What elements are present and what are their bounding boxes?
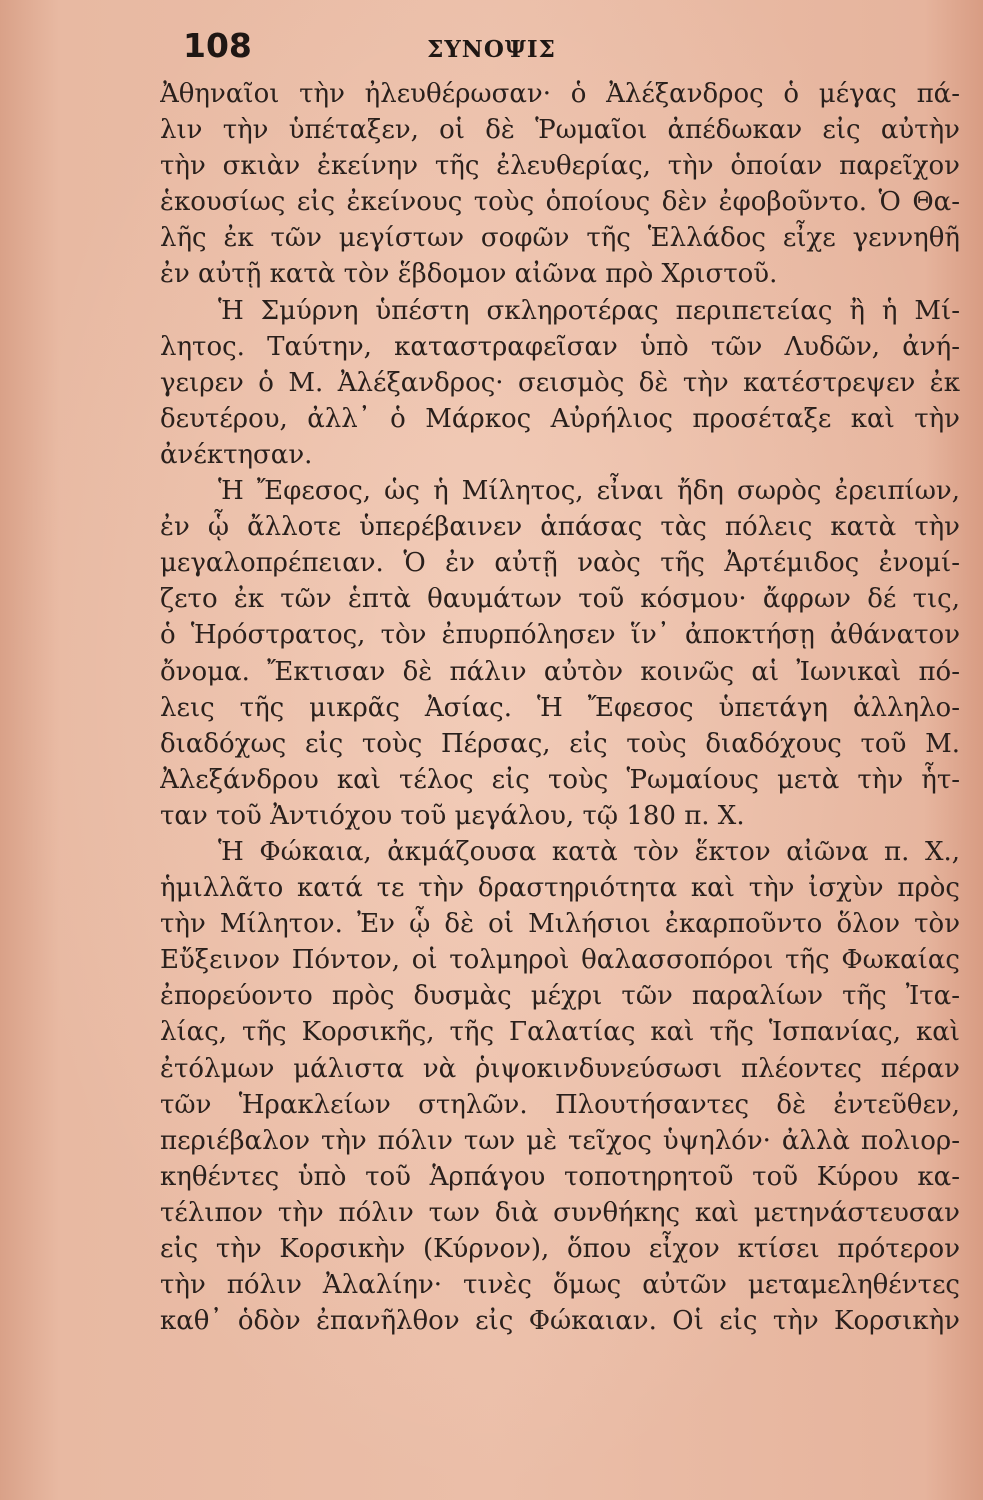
text-line: λιν τὴν ὑπέταξεν, οἱ δὲ Ῥωμαῖοι ἀπέδωκαν εἰς αὐτὴν [160,115,960,146]
text-line: Εὔξεινον Πόντον, οἱ τολμηροὶ θαλασσοπόροι τῆς Φωκαίας [160,945,960,976]
text-line: εἰς τὴν Κορσικὴν (Κύρνον), ὅπου εἶχον κτίσει πρότερον [160,1234,960,1264]
text-line: διαδόχως εἰς τοὺς Πέρσας, εἰς τοὺς διαδόχους τοῦ Μ. [160,728,960,759]
text-line: μεγαλοπρέπειαν. Ὁ ἐν αὐτῇ ναὸς τῆς Ἀρτέμιδος ἐνομί- [160,548,960,579]
text-line: ζετο ἐκ τῶν ἑπτὰ θαυμάτων τοῦ κόσμου· ἄφρων δέ τις, [160,584,960,615]
text-line: τέλιπον τὴν πόλιν των διὰ συνθήκης καὶ μετηνάστευσαν [160,1197,960,1228]
text-line: ἡμιλλᾶτο κατά τε τὴν δραστηριότητα καὶ τὴν ἰσχὺν πρὸς [160,873,960,904]
text-line: καθ᾽ ὁδὸν ἐπανῆλθον εἰς Φώκαιαν. Οἱ εἰς τὴν Κορσικὴν [160,1306,960,1337]
running-title: ΣΥΝΟΨΙΣ [427,36,556,63]
text-line: ταν τοῦ Ἀντιόχου τοῦ μεγάλου, τῷ 180 π. Χ. [160,800,745,831]
text-line: ἑκουσίως εἰς ἐκείνους τοὺς ὁποίους δὲν ἐφοβοῦντο. Ὁ Θα- [160,187,960,218]
text-line: ἐπορεύοντο πρὸς δυσμὰς μέχρι τῶν παραλίων τῆς Ἰτα- [160,981,960,1012]
text-line: τὴν σκιὰν ἐκείνην τῆς ἐλευθερίας, τὴν ὁποίαν παρεῖχον [160,151,960,182]
text-line: τὴν Μίλητον. Ἐν ᾧ δὲ οἱ Μιλήσιοι ἐκαρποῦντο ὅλον τὸν [160,909,960,940]
text-line: τὴν πόλιν Ἀλαλίην· τινὲς ὅμως αὐτῶν μεταμεληθέντες [160,1270,960,1301]
text-line: λίας, τῆς Κορσικῆς, τῆς Γαλατίας καὶ τῆς Ἱσπανίας, καὶ [160,1017,960,1048]
text-line: ἀνέκτησαν. [160,439,313,470]
page-number: 108 [183,26,252,65]
text-line: ἐτόλμων μάλιστα νὰ ῥιψοκινδυνεύσωσι πλέοντες πέραν [160,1053,960,1084]
text-line: ἐν αὐτῇ κατὰ τὸν ἕβδομον αἰῶνα πρὸ Χριστοῦ. [160,259,778,290]
text-line: τῶν Ἡρακλείων στηλῶν. Πλουτήσαντες δὲ ἐντεῦθεν, [160,1089,960,1120]
text-line: λητος. Ταύτην, καταστραφεῖσαν ὑπὸ τῶν Λυδῶν, ἀνή- [160,331,960,362]
text-line: κηθέντες ὑπὸ τοῦ Ἁρπάγου τοποτηρητοῦ τοῦ Κύρου κα- [160,1161,960,1192]
text-line: Ἡ Φώκαια, ἀκμάζουσα κατὰ τὸν ἕκτον αἰῶνα π. Χ., [218,836,960,867]
text-line: Ἡ Σμύρνη ὑπέστη σκληροτέρας περιπετείας ἢ ἡ Μί- [218,295,960,326]
text-line: ὁ Ἡρόστρατος, τὸν ἐπυρπόλησεν ἵν᾽ ἀποκτήσῃ ἀθάνατον [160,620,960,651]
text-line: λῆς ἐκ τῶν μεγίστων σοφῶν τῆς Ἑλλάδος εἶχε γεννηθῆ [160,223,960,254]
text-line: λεις τῆς μικρᾶς Ἀσίας. Ἡ Ἔφεσος ὑπετάγη ἀλληλο- [160,692,960,723]
text-line: ὄνομα. Ἔκτισαν δὲ πάλιν αὐτὸν κοινῶς αἱ Ἰωνικαὶ πό- [160,656,960,687]
page-header [0,26,983,72]
text-line: δευτέρου, ἀλλ᾽ ὁ Μάρκος Αὐρήλιος προσέταξε καὶ τὴν [160,403,960,434]
text-line: ἐν ᾧ ἄλλοτε ὑπερέβαινεν ἁπάσας τὰς πόλεις κατὰ τὴν [160,512,960,543]
text-line: Ἡ Ἔφεσος, ὡς ἡ Μίλητος, εἶναι ἤδη σωρὸς ἐρειπίων, [218,476,960,507]
text-line: Ἀλεξάνδρου καὶ τέλος εἰς τοὺς Ῥωμαίους μετὰ τὴν ἧτ- [160,764,960,795]
text-line: περιέβαλον τὴν πόλιν των μὲ τεῖχος ὑψηλόν· ἀλλὰ πολιορ- [160,1125,960,1156]
text-line: Ἀθηναῖοι τὴν ἠλευθέρωσαν· ὁ Ἀλέξανδρος ὁ μέγας πά- [160,79,960,109]
body-text [160,76,960,1339]
text-line: γειρεν ὁ Μ. Ἀλέξανδρος· σεισμὸς δὲ τὴν κατέστρεψεν ἐκ [160,367,960,398]
